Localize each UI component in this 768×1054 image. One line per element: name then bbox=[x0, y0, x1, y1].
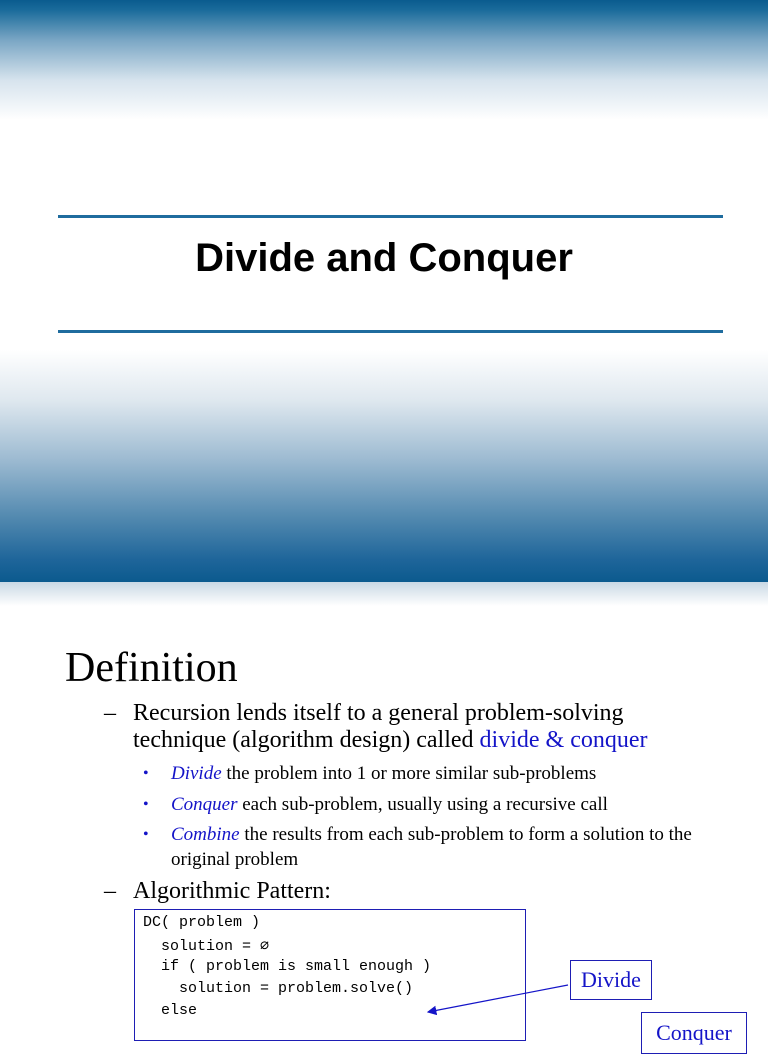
bullet-marker: • bbox=[143, 765, 149, 782]
divide-conquer-highlight: divide & conquer bbox=[479, 727, 648, 753]
bullet-marker: • bbox=[143, 796, 149, 813]
point-pattern-text: Algorithmic Pattern: bbox=[133, 878, 331, 904]
point-recursion-line2-prefix: technique (algorithm design) called bbox=[133, 727, 480, 753]
divide-arrow bbox=[0, 582, 768, 1024]
code-line: DC( problem ) bbox=[143, 914, 261, 931]
bullet-marker: • bbox=[143, 826, 149, 843]
bullet-body: each sub-problem, usually using a recursive call bbox=[237, 794, 608, 815]
bullet-body: the problem into 1 or more similar sub-problems bbox=[221, 763, 597, 784]
code-line: if ( problem is small enough ) bbox=[143, 958, 432, 975]
bullet-keyword: Combine bbox=[171, 824, 240, 845]
bullet-keyword: Divide bbox=[171, 763, 222, 784]
definition-slide bbox=[0, 582, 768, 1045]
title-rule-top bbox=[58, 215, 723, 218]
point-recursion-line1: Recursion lends itself to a general problem-solving bbox=[133, 700, 624, 726]
code-line: else bbox=[143, 1002, 198, 1019]
callout-divide: Divide bbox=[570, 960, 652, 1000]
callout-conquer: Conquer bbox=[641, 1012, 747, 1054]
code-line: solution = problem.solve() bbox=[143, 980, 414, 997]
code-line: solution = ∅ bbox=[143, 938, 270, 955]
dash-marker: – bbox=[104, 878, 116, 904]
dash-marker: – bbox=[104, 700, 116, 726]
definition-heading: Definition bbox=[65, 645, 238, 691]
title-rule-bottom bbox=[58, 330, 723, 333]
bullet-keyword: Conquer bbox=[171, 794, 238, 815]
bullet-body: the results from each sub-problem to form a solution to the original problem bbox=[171, 824, 692, 870]
slide-title: Divide and Conquer bbox=[195, 236, 573, 280]
